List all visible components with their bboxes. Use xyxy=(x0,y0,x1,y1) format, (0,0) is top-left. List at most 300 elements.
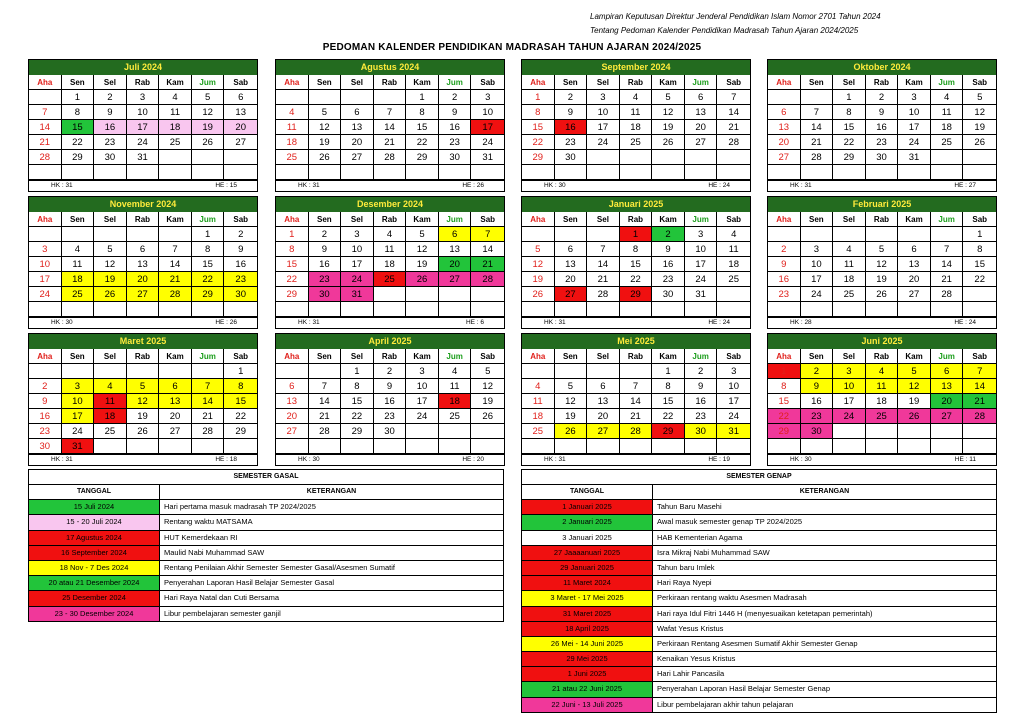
event-date: 18 April 2025 xyxy=(522,622,653,636)
month-calendar xyxy=(28,196,258,329)
effective-days-he: HE : 26 xyxy=(215,319,237,326)
day-name: Jum xyxy=(192,349,225,364)
calendar-day: 3 xyxy=(471,90,504,105)
calendar-day: 8 xyxy=(652,379,685,394)
table-row xyxy=(522,652,996,667)
calendar-day: 22 xyxy=(620,272,653,287)
decree-subject-note: Tentang Pedoman Kalender Pendidikan Madrasah Tahun Ajaran 2024/2025 xyxy=(590,26,859,35)
calendar-empty-cell xyxy=(652,439,685,454)
calendar-day: 12 xyxy=(94,257,127,272)
calendar-empty-cell xyxy=(685,150,718,165)
calendar-empty-cell xyxy=(866,302,899,317)
month-calendar xyxy=(767,333,997,466)
table-row xyxy=(522,698,996,712)
calendar-empty-cell xyxy=(471,302,504,317)
calendar-empty-cell xyxy=(685,439,718,454)
calendar-day: 30 xyxy=(652,287,685,302)
calendar-day: 20 xyxy=(159,409,192,424)
calendar-day: 16 xyxy=(224,257,257,272)
calendar-day: 13 xyxy=(587,394,620,409)
calendar-empty-cell xyxy=(29,90,62,105)
semester-genap-title: SEMESTER GENAP xyxy=(522,470,996,485)
calendar-day: 14 xyxy=(963,379,996,394)
calendar-empty-cell xyxy=(522,227,555,242)
calendar-empty-cell xyxy=(94,439,127,454)
calendar-day: 27 xyxy=(768,150,801,165)
calendar-day: 22 xyxy=(963,272,996,287)
calendar-day: 28 xyxy=(374,150,407,165)
event-date: 15 Juli 2024 xyxy=(29,500,160,514)
calendar-day: 9 xyxy=(801,379,834,394)
calendar-day: 23 xyxy=(685,409,718,424)
calendar-empty-cell xyxy=(522,439,555,454)
event-description: Libur pembelajaran akhir tahun pelajaran xyxy=(657,699,794,709)
calendar-day: 30 xyxy=(309,287,342,302)
event-date: 16 September 2024 xyxy=(29,546,160,560)
month-title: Maret 2025 xyxy=(29,334,257,349)
calendar-day: 23 xyxy=(866,135,899,150)
calendar-empty-cell xyxy=(29,227,62,242)
calendar-day: 24 xyxy=(587,135,620,150)
day-name: Sel xyxy=(341,75,374,90)
calendar-day: 4 xyxy=(866,364,899,379)
calendar-day: 5 xyxy=(94,242,127,257)
calendar-day: 24 xyxy=(685,272,718,287)
effective-days-hk: HK : 28 xyxy=(790,319,812,326)
calendar-empty-cell xyxy=(29,165,62,180)
calendar-empty-cell xyxy=(94,165,127,180)
calendar-empty-cell xyxy=(159,227,192,242)
calendar-day: 6 xyxy=(768,105,801,120)
calendar-empty-cell xyxy=(192,439,225,454)
calendar-day: 19 xyxy=(192,120,225,135)
calendar-empty-cell xyxy=(833,302,866,317)
day-name: Sen xyxy=(555,349,588,364)
calendar-day: 11 xyxy=(94,394,127,409)
calendar-day: 15 xyxy=(522,120,555,135)
table-row xyxy=(29,500,503,515)
calendar-day: 23 xyxy=(801,409,834,424)
day-name: Aha xyxy=(276,212,309,227)
day-name: Jum xyxy=(685,212,718,227)
calendar-day: 9 xyxy=(374,379,407,394)
calendar-day: 13 xyxy=(555,257,588,272)
calendar-day: 2 xyxy=(685,364,718,379)
calendar-day: 17 xyxy=(127,120,160,135)
calendar-empty-cell xyxy=(866,227,899,242)
calendar-empty-cell xyxy=(801,227,834,242)
calendar-empty-cell xyxy=(587,227,620,242)
calendar-day: 6 xyxy=(276,379,309,394)
day-name: Sab xyxy=(963,349,996,364)
calendar-day: 10 xyxy=(341,242,374,257)
day-name: Aha xyxy=(768,212,801,227)
calendar-day: 14 xyxy=(374,120,407,135)
calendar-day: 15 xyxy=(406,120,439,135)
effective-days-hk: HK : 31 xyxy=(544,456,566,463)
calendar-empty-cell xyxy=(866,424,899,439)
day-name: Sel xyxy=(833,75,866,90)
calendar-day: 29 xyxy=(192,287,225,302)
calendar-day: 15 xyxy=(62,120,95,135)
effective-days-he: HE : 24 xyxy=(954,319,976,326)
table-row xyxy=(29,607,503,621)
calendar-empty-cell xyxy=(406,302,439,317)
calendar-day: 4 xyxy=(620,90,653,105)
calendar-empty-cell xyxy=(374,287,407,302)
event-description: Hari pertama masuk madrasah TP 2024/2025 xyxy=(164,502,316,512)
calendar-day: 26 xyxy=(866,287,899,302)
calendar-day: 28 xyxy=(159,287,192,302)
day-name: Sab xyxy=(471,75,504,90)
calendar-day: 17 xyxy=(685,257,718,272)
calendar-day: 27 xyxy=(931,409,964,424)
calendar-empty-cell xyxy=(522,364,555,379)
calendar-day: 7 xyxy=(29,105,62,120)
calendar-day: 2 xyxy=(439,90,472,105)
calendar-empty-cell xyxy=(439,424,472,439)
day-name: Aha xyxy=(522,75,555,90)
calendar-day: 1 xyxy=(652,364,685,379)
day-name: Sel xyxy=(587,75,620,90)
month-title: Desember 2024 xyxy=(276,197,504,212)
calendar-day: 30 xyxy=(801,424,834,439)
calendar-empty-cell xyxy=(555,364,588,379)
calendar-day: 20 xyxy=(276,409,309,424)
day-name: Kam xyxy=(406,349,439,364)
calendar-empty-cell xyxy=(587,364,620,379)
calendar-empty-cell xyxy=(374,90,407,105)
day-name: Jum xyxy=(685,349,718,364)
calendar-day: 9 xyxy=(309,242,342,257)
calendar-day: 18 xyxy=(374,257,407,272)
calendar-empty-cell xyxy=(192,165,225,180)
event-description: Hari raya Idul Fitri 1446 H (menyesuaikan ketetapan pemerintah) xyxy=(657,608,873,618)
calendar-day: 22 xyxy=(62,135,95,150)
calendar-day: 12 xyxy=(963,105,996,120)
effective-days-he: HE : 11 xyxy=(954,456,976,463)
calendar-day: 25 xyxy=(620,135,653,150)
calendar-empty-cell xyxy=(833,439,866,454)
calendar-day: 8 xyxy=(833,105,866,120)
calendar-day: 21 xyxy=(717,120,750,135)
day-name: Kam xyxy=(898,75,931,90)
event-date: 22 Juni - 13 Juli 2025 xyxy=(522,698,653,712)
day-name: Sel xyxy=(833,349,866,364)
day-name: Sen xyxy=(62,75,95,90)
calendar-day: 16 xyxy=(439,120,472,135)
calendar-empty-cell xyxy=(192,302,225,317)
calendar-day: 24 xyxy=(127,135,160,150)
calendar-empty-cell xyxy=(439,287,472,302)
calendar-day: 7 xyxy=(717,90,750,105)
event-description: HAB Kementerian Agama xyxy=(657,532,743,542)
calendar-empty-cell xyxy=(127,227,160,242)
calendar-day: 19 xyxy=(963,120,996,135)
calendar-empty-cell xyxy=(522,165,555,180)
event-date: 21 atau 22 Juni 2025 xyxy=(522,682,653,696)
effective-days-hk: HK : 30 xyxy=(790,456,812,463)
calendar-day: 4 xyxy=(276,105,309,120)
calendar-empty-cell xyxy=(406,439,439,454)
table-row xyxy=(522,667,996,682)
day-name: Jum xyxy=(192,75,225,90)
calendar-day: 7 xyxy=(963,364,996,379)
event-description: Wafat Yesus Kristus xyxy=(657,623,724,633)
calendar-day: 1 xyxy=(341,364,374,379)
calendar-day: 6 xyxy=(931,364,964,379)
month-calendar xyxy=(521,196,751,329)
table-row xyxy=(522,622,996,637)
calendar-day: 12 xyxy=(522,257,555,272)
table-row xyxy=(29,591,503,606)
calendar-day: 13 xyxy=(685,105,718,120)
calendar-day: 8 xyxy=(963,242,996,257)
calendar-day: 7 xyxy=(374,105,407,120)
event-date: 17 Agustus 2024 xyxy=(29,531,160,545)
calendar-empty-cell xyxy=(406,165,439,180)
calendar-empty-cell xyxy=(587,150,620,165)
calendar-empty-cell xyxy=(620,165,653,180)
calendar-day: 28 xyxy=(192,424,225,439)
calendar-day: 2 xyxy=(652,227,685,242)
calendar-day: 23 xyxy=(768,287,801,302)
calendar-day: 10 xyxy=(127,105,160,120)
event-description: Penyerahan Laporan Hasil Belajar Semester Genap xyxy=(657,684,831,694)
day-name: Rab xyxy=(374,349,407,364)
calendar-day: 25 xyxy=(522,424,555,439)
effective-days-hk: HK : 30 xyxy=(544,182,566,189)
calendar-day: 23 xyxy=(29,424,62,439)
month-calendar xyxy=(521,59,751,192)
calendar-day: 21 xyxy=(309,409,342,424)
calendar-day: 17 xyxy=(29,272,62,287)
event-date: 15 - 20 Juli 2024 xyxy=(29,515,160,529)
calendar-empty-cell xyxy=(159,302,192,317)
calendar-empty-cell xyxy=(309,90,342,105)
calendar-day: 21 xyxy=(374,135,407,150)
calendar-day: 3 xyxy=(127,90,160,105)
calendar-day: 12 xyxy=(471,379,504,394)
calendar-day: 29 xyxy=(833,150,866,165)
day-name: Sab xyxy=(963,75,996,90)
calendar-day: 7 xyxy=(309,379,342,394)
calendar-empty-cell xyxy=(898,424,931,439)
calendar-day: 29 xyxy=(62,150,95,165)
calendar-empty-cell xyxy=(963,287,996,302)
calendar-day: 19 xyxy=(652,120,685,135)
calendar-empty-cell xyxy=(768,90,801,105)
calendar-day: 8 xyxy=(224,379,257,394)
day-name: Sab xyxy=(224,212,257,227)
calendar-empty-cell xyxy=(833,165,866,180)
day-name: Aha xyxy=(768,75,801,90)
calendar-empty-cell xyxy=(522,302,555,317)
calendar-day: 30 xyxy=(374,424,407,439)
calendar-day: 10 xyxy=(898,105,931,120)
calendar-day: 11 xyxy=(620,105,653,120)
calendar-day: 25 xyxy=(374,272,407,287)
event-date: 3 Maret - 17 Mei 2025 xyxy=(522,591,653,605)
calendar-day: 29 xyxy=(768,424,801,439)
calendar-day: 15 xyxy=(768,394,801,409)
day-name: Rab xyxy=(866,75,899,90)
calendar-day: 21 xyxy=(931,272,964,287)
calendar-empty-cell xyxy=(963,165,996,180)
event-description: Perkiraan rentang waktu Asesmen Madrasah xyxy=(657,593,807,603)
calendar-day: 1 xyxy=(833,90,866,105)
calendar-empty-cell xyxy=(801,439,834,454)
calendar-day: 5 xyxy=(898,364,931,379)
calendar-day: 11 xyxy=(439,379,472,394)
calendar-day: 20 xyxy=(898,272,931,287)
calendar-day: 14 xyxy=(159,257,192,272)
calendar-day: 2 xyxy=(555,90,588,105)
calendar-empty-cell xyxy=(685,165,718,180)
calendar-day: 2 xyxy=(309,227,342,242)
calendar-day: 30 xyxy=(29,439,62,454)
calendar-day: 23 xyxy=(439,135,472,150)
day-name: Kam xyxy=(898,349,931,364)
calendar-empty-cell xyxy=(555,439,588,454)
calendar-empty-cell xyxy=(717,302,750,317)
day-name: Aha xyxy=(522,212,555,227)
calendar-empty-cell xyxy=(620,439,653,454)
month-title: Oktober 2024 xyxy=(768,60,996,75)
calendar-day: 31 xyxy=(341,287,374,302)
calendar-day: 26 xyxy=(471,409,504,424)
calendar-day: 8 xyxy=(406,105,439,120)
calendar-empty-cell xyxy=(931,424,964,439)
calendar-day: 13 xyxy=(931,379,964,394)
calendar-day: 5 xyxy=(192,90,225,105)
day-name: Kam xyxy=(406,75,439,90)
calendar-day: 6 xyxy=(127,242,160,257)
calendar-day: 6 xyxy=(159,379,192,394)
calendar-day: 22 xyxy=(341,409,374,424)
calendar-empty-cell xyxy=(374,302,407,317)
calendar-empty-cell xyxy=(898,439,931,454)
event-date: 20 atau 21 Desember 2024 xyxy=(29,576,160,590)
calendar-empty-cell xyxy=(801,302,834,317)
event-description: Tahun baru Imlek xyxy=(657,562,715,572)
calendar-day: 8 xyxy=(192,242,225,257)
calendar-day: 23 xyxy=(374,409,407,424)
calendar-day: 26 xyxy=(963,135,996,150)
calendar-day: 17 xyxy=(587,120,620,135)
event-date: 23 - 30 Desember 2024 xyxy=(29,607,160,621)
calendar-empty-cell xyxy=(768,439,801,454)
calendar-day: 26 xyxy=(898,409,931,424)
calendar-day: 18 xyxy=(62,272,95,287)
calendar-empty-cell xyxy=(406,424,439,439)
calendar-day: 29 xyxy=(224,424,257,439)
event-description: Perkiraan Rentang Asesmen Sumatif Akhir Semester Genap xyxy=(657,638,858,648)
calendar-day: 21 xyxy=(192,409,225,424)
calendar-empty-cell xyxy=(224,302,257,317)
calendar-day: 15 xyxy=(192,257,225,272)
table-row xyxy=(522,576,996,591)
table-row xyxy=(522,546,996,561)
effective-days-he: HE : 18 xyxy=(215,456,237,463)
calendar-day: 3 xyxy=(62,379,95,394)
month-calendar xyxy=(28,59,258,192)
effective-days-hk: HK : 31 xyxy=(51,456,73,463)
event-description: Hari Raya Nyepi xyxy=(657,578,712,588)
day-name: Aha xyxy=(768,349,801,364)
table-row xyxy=(522,500,996,515)
calendar-day: 2 xyxy=(866,90,899,105)
calendar-day: 25 xyxy=(94,424,127,439)
calendar-day: 19 xyxy=(522,272,555,287)
calendar-day: 17 xyxy=(62,409,95,424)
day-name: Sab xyxy=(224,75,257,90)
calendar-day: 29 xyxy=(341,424,374,439)
table-row xyxy=(522,591,996,606)
calendar-day: 10 xyxy=(471,105,504,120)
calendar-day: 24 xyxy=(406,409,439,424)
calendar-day: 3 xyxy=(29,242,62,257)
calendar-day: 27 xyxy=(587,424,620,439)
calendar-empty-cell xyxy=(963,424,996,439)
event-date: 29 Januari 2025 xyxy=(522,561,653,575)
event-description: Rentang waktu MATSAMA xyxy=(164,517,253,527)
day-name: Sel xyxy=(341,349,374,364)
calendar-day: 12 xyxy=(309,120,342,135)
month-title: Mei 2025 xyxy=(522,334,750,349)
calendar-empty-cell xyxy=(555,165,588,180)
calendar-day: 9 xyxy=(555,105,588,120)
day-name: Sab xyxy=(224,349,257,364)
event-description: Libur pembelajaran semester ganjil xyxy=(164,608,281,618)
calendar-empty-cell xyxy=(620,302,653,317)
day-name: Jum xyxy=(439,75,472,90)
calendar-day: 14 xyxy=(717,105,750,120)
calendar-day: 11 xyxy=(717,242,750,257)
calendar-day: 3 xyxy=(801,242,834,257)
calendar-day: 1 xyxy=(768,364,801,379)
effective-days-hk: HK : 30 xyxy=(298,456,320,463)
calendar-day: 1 xyxy=(224,364,257,379)
calendar-day: 25 xyxy=(439,409,472,424)
calendar-empty-cell xyxy=(341,90,374,105)
calendar-empty-cell xyxy=(931,227,964,242)
day-name: Jum xyxy=(931,212,964,227)
day-name: Sab xyxy=(717,349,750,364)
day-name: Rab xyxy=(127,349,160,364)
calendar-day: 13 xyxy=(159,394,192,409)
calendar-day: 4 xyxy=(94,379,127,394)
decree-note: Lampiran Keputusan Direktur Jenderal Pendidikan Islam Nomor 2701 Tahun 2024 xyxy=(590,12,881,21)
calendar-day: 23 xyxy=(555,135,588,150)
table-row xyxy=(522,607,996,622)
calendar-empty-cell xyxy=(963,439,996,454)
day-name: Rab xyxy=(620,349,653,364)
calendar-day: 13 xyxy=(439,242,472,257)
calendar-empty-cell xyxy=(833,424,866,439)
calendar-day: 16 xyxy=(866,120,899,135)
calendar-day: 2 xyxy=(801,364,834,379)
day-name: Kam xyxy=(652,349,685,364)
calendar-day: 29 xyxy=(620,287,653,302)
calendar-empty-cell xyxy=(224,439,257,454)
calendar-day: 30 xyxy=(685,424,718,439)
day-name: Jum xyxy=(685,75,718,90)
calendar-day: 30 xyxy=(94,150,127,165)
calendar-day: 13 xyxy=(276,394,309,409)
calendar-day: 21 xyxy=(159,272,192,287)
calendar-day: 16 xyxy=(652,257,685,272)
